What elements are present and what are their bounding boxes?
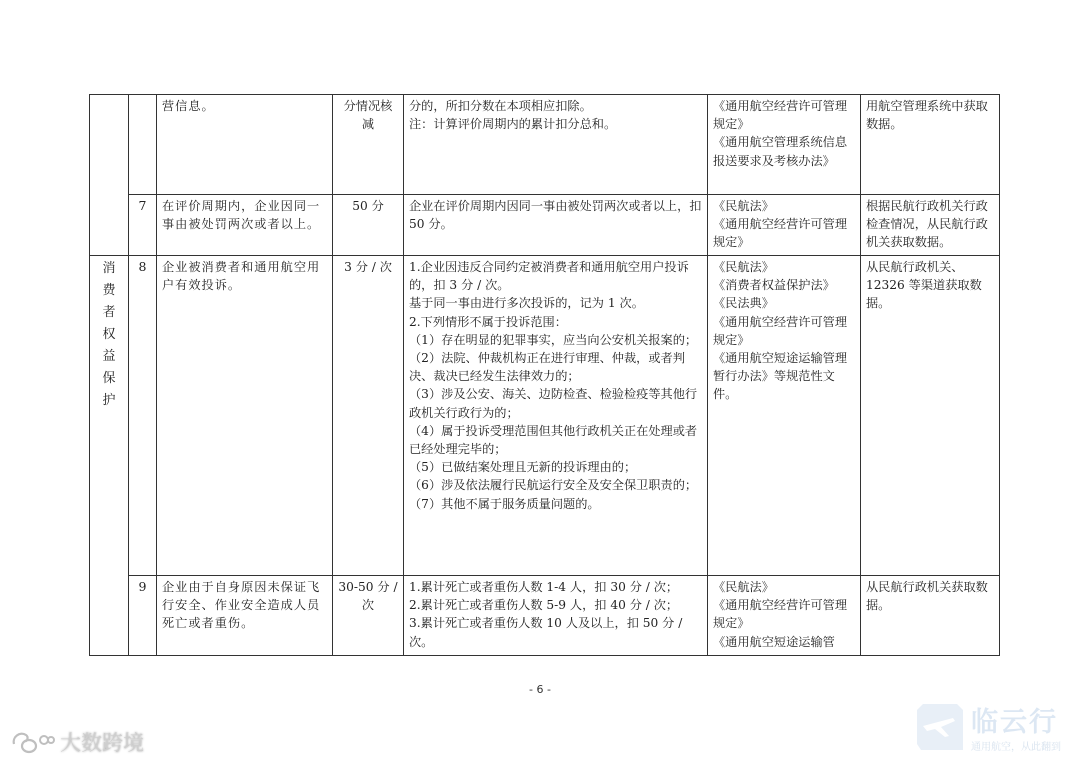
- basis-line: 《通用航空短途运输管: [713, 634, 835, 649]
- item-cell: 企业被消费者和通用航空用户有效投诉。: [157, 256, 333, 576]
- row-number: 7: [129, 195, 157, 256]
- table-row: [90, 256, 1000, 576]
- details-line: 1.累计死亡或者重伤人数 1-4 人，扣 30 分 / 次；: [409, 580, 679, 594]
- item-cell: 营信息。: [157, 95, 333, 195]
- table-row: [90, 576, 1000, 656]
- row-number: 8: [129, 256, 157, 576]
- basis-cell: [708, 195, 861, 256]
- details-line: （5）已做结案处理且无新的投诉理由的；: [409, 460, 637, 475]
- score-cell: 30-50 分 / 次: [333, 576, 404, 656]
- details-cell: [404, 95, 708, 195]
- details-line: （6）涉及依法履行民航运行安全及安全保卫职责的；: [409, 478, 698, 493]
- basis-line: 《民航法》: [713, 260, 774, 274]
- details-line: （4）属于投诉受理范围但其他行政机关正在处理或者已经处理完毕的；: [409, 423, 698, 457]
- watermark-left-text: 大数跨境: [60, 731, 144, 755]
- table-row: [90, 195, 1000, 256]
- basis-line: 《通用航空经营许可管理规定》: [713, 314, 848, 347]
- weibo-logo-icon: [10, 728, 56, 756]
- item-cell: 企业由于自身原因未保证飞行安全、作业安全造成人员死亡或者重伤。: [157, 576, 333, 656]
- details-line: （2）法院、仲裁机构正在进行审理、仲裁，或者判决、裁决已经发生法律效力的；: [409, 351, 685, 384]
- plane-logo-icon: [913, 700, 965, 756]
- details-line: 3.累计死亡或者重伤人数 10 人及以上，扣 50 分 / 次。: [409, 616, 683, 649]
- basis-line: 《民航法》: [713, 199, 774, 213]
- table-row: [90, 95, 1000, 195]
- details-line: 1.企业因违反合同约定被消费者和通用航空用户投诉的，扣 3 分 / 次。: [409, 260, 689, 293]
- details-line: 分的，所扣分数在本项相应扣除。: [409, 99, 592, 113]
- category-cell: [90, 256, 129, 656]
- basis-cell: [708, 95, 861, 195]
- details-cell: [404, 195, 708, 256]
- details-cell: [404, 576, 708, 656]
- regulation-table: [89, 94, 1000, 656]
- watermark-brand: 临云行: [971, 707, 1058, 738]
- score-cell: 50 分: [333, 195, 404, 256]
- score-cell: 3 分 / 次: [333, 256, 404, 576]
- watermark-slogan: 通用航空，从此翻到: [971, 742, 1061, 753]
- basis-line: 《通用航空短途运输管理暂行办法》等规范性文件。: [713, 351, 848, 402]
- details-line: 企业在评价周期内因同一事由被处罚两次或者以上，扣 50 分。: [409, 199, 702, 232]
- basis-line: 《民航法》: [713, 580, 774, 594]
- basis-line: 《通用航空经营许可管理规定》: [713, 217, 848, 250]
- details-cell: [404, 256, 708, 576]
- basis-line: 《消费者权益保护法》: [713, 278, 835, 293]
- watermark-left: [10, 727, 144, 757]
- details-line: （3）涉及公安、海关、边防检查、检验检疫等其他行政机关行政行为的；: [409, 387, 698, 420]
- source-cell: 从民航行政机关获取数据。: [861, 576, 1000, 656]
- score-cell: 分情况核减: [333, 95, 404, 195]
- row-number: 9: [129, 576, 157, 656]
- details-line: （7）其他不属于服务质量问题的。: [409, 496, 600, 511]
- details-line: 2.下列情形不属于投诉范围：: [409, 314, 567, 329]
- basis-line: 《通用航空经营许可管理规定》: [713, 598, 848, 631]
- source-cell: 从民航行政机关、12326 等渠道获取数据。: [861, 256, 1000, 576]
- details-line: 注：计算评价周期内的累计扣分总和。: [409, 117, 617, 132]
- basis-cell: [708, 256, 861, 576]
- page-number: - 6 -: [529, 683, 551, 696]
- category-cell-empty: [90, 95, 129, 256]
- category-label: 消费者权益保护: [102, 261, 116, 408]
- basis-line: 《通用航空经营许可管理规定》: [713, 99, 848, 132]
- basis-cell: [708, 576, 861, 656]
- basis-line: 《民法典》: [713, 296, 774, 311]
- details-line: 2.累计死亡或者重伤人数 5-9 人，扣 40 分 / 次；: [409, 598, 679, 613]
- watermark-right: [913, 698, 1078, 760]
- source-cell: 用航空管理系统中获取数据。: [861, 95, 1000, 195]
- source-cell: 根据民航行政机关行政检查情况，从民航行政机关获取数据。: [861, 195, 1000, 256]
- row-number: [129, 95, 157, 195]
- details-line: （1）存在明显的犯罪事实，应当向公安机关报案的；: [409, 332, 698, 347]
- item-cell: 在评价周期内，企业因同一事由被处罚两次或者以上。: [157, 195, 333, 256]
- basis-line: 《通用航空管理系统信息报送要求及考核办法》: [713, 135, 848, 168]
- details-line: 基于同一事由进行多次投诉的，记为 1 次。: [409, 296, 644, 311]
